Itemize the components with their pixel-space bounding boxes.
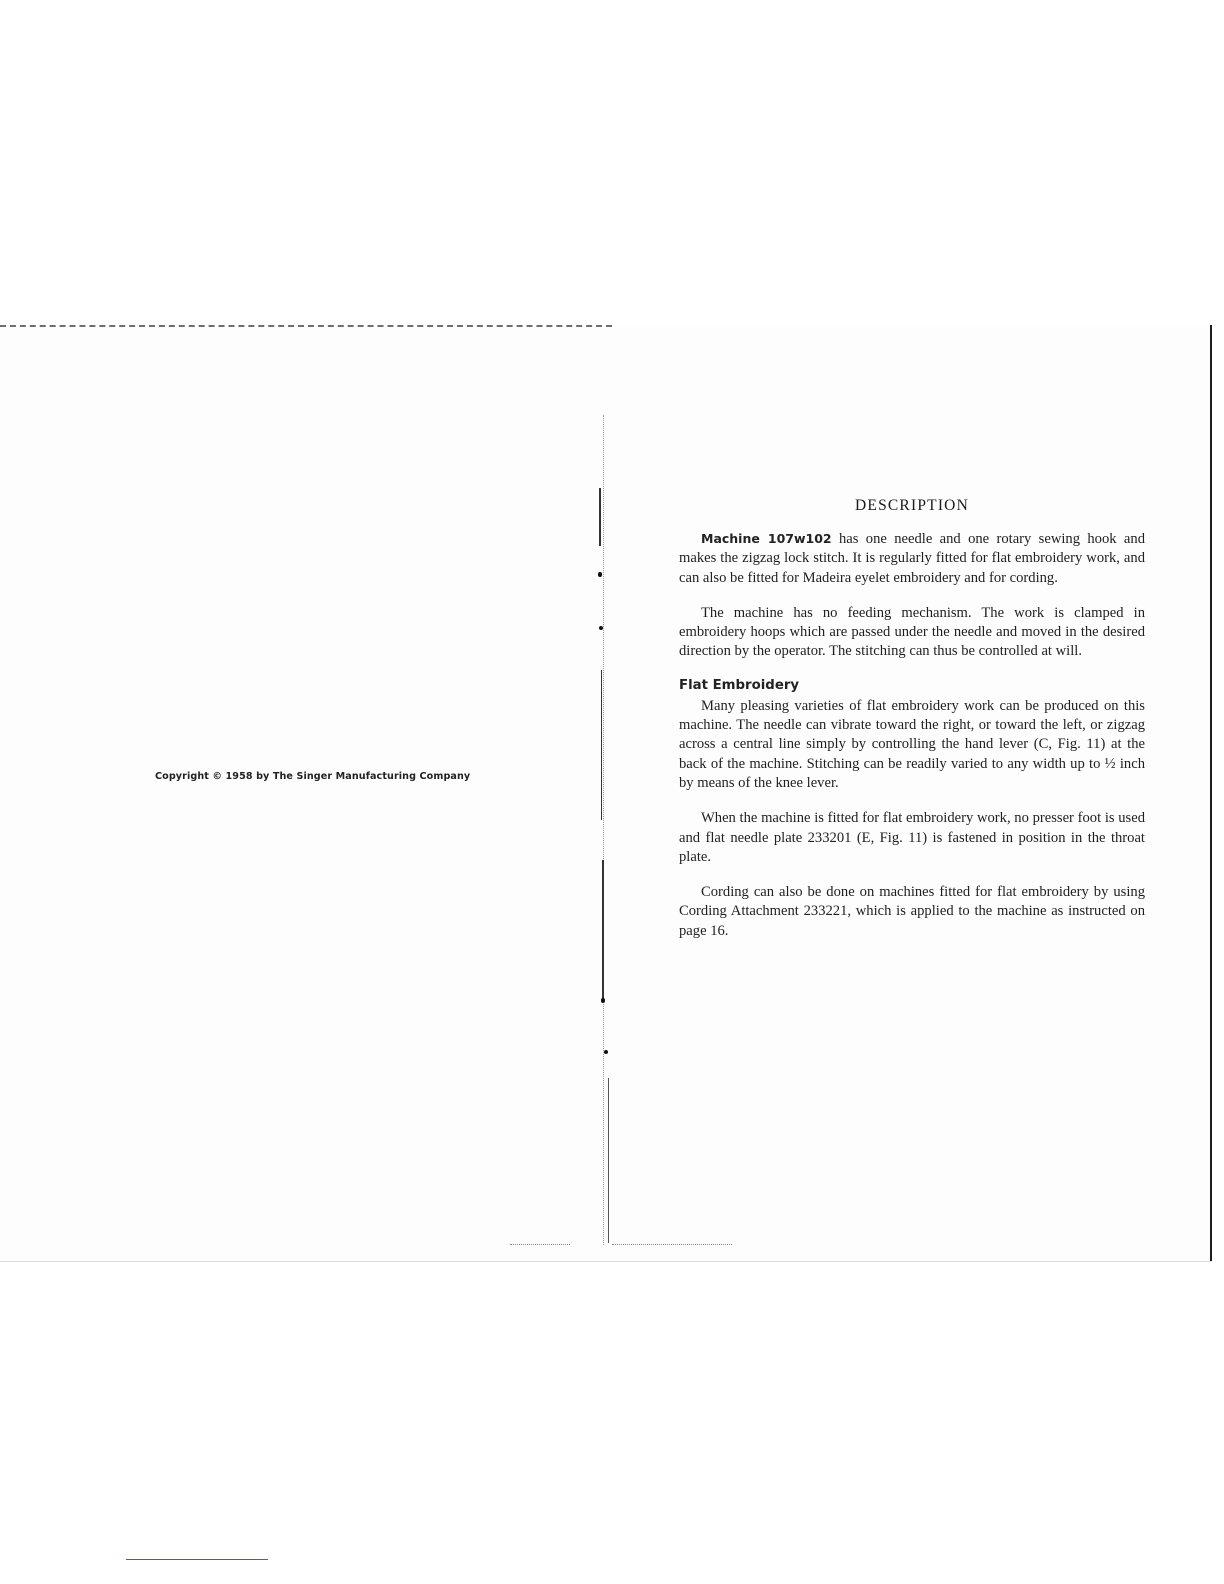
copyright-notice: Copyright © 1958 by The Singer Manufacturing Company (155, 771, 471, 782)
section-paragraph: Cording can also be done on machines fitted for flat embroidery by using Cording Attachment 233221, which is applied to the machine as instructed on page 16. (679, 884, 1145, 939)
gutter-segment (601, 670, 602, 820)
gutter-mark (604, 1050, 608, 1054)
right-page-content (679, 497, 1145, 957)
section-paragraph: When the machine is fitted for flat embroidery work, no presser foot is used and flat needle plate 233201 (E, Fig. 11) is fastened in position in the throat plate. (679, 810, 1145, 865)
gutter-segment (599, 488, 601, 546)
top-edge-rule (0, 325, 612, 327)
footer-link-underline (126, 1559, 268, 1560)
bottom-scan-noise (612, 1244, 732, 1245)
intro-text: has one needle and one rotary sewing hook and makes the zigzag lock stitch. It is regularly fitted for flat embroidery work, and can also be fitted for Madeira eyelet embroidery and for cording. (679, 531, 1145, 586)
gutter-mark (599, 626, 603, 630)
intro-paragraph (679, 529, 1145, 588)
gutter-mark (598, 572, 602, 577)
feeding-paragraph: The machine has no feeding mechanism. The work is clamped in embroidery hoops which are passed under the needle and moved in the desired direction by the operator. The stitching can thus be controlled at will. (679, 604, 1145, 660)
gutter-mark (601, 998, 605, 1003)
gutter-segment (602, 860, 604, 1000)
right-page-edge (1210, 325, 1212, 1262)
gutter-dotted-line (603, 415, 604, 1245)
page-bottom-edge (0, 1261, 1212, 1262)
bottom-scan-noise (510, 1244, 570, 1245)
page-title: DESCRIPTION (855, 497, 969, 514)
machine-model-lead: Machine 107w102 (701, 531, 832, 546)
section-heading: Flat Embroidery (679, 677, 800, 693)
section-paragraph: Many pleasing varieties of flat embroidery work can be produced on this machine. The needle can vibrate toward the right, or toward the left, or zigzag across a central line simply by controlling the hand lever (C, Fig. 11) at the back of the machine. Stitching can be readily varied to any width up to ½ inch by means of the knee lever. (679, 697, 1145, 791)
gutter-segment (608, 1078, 609, 1243)
